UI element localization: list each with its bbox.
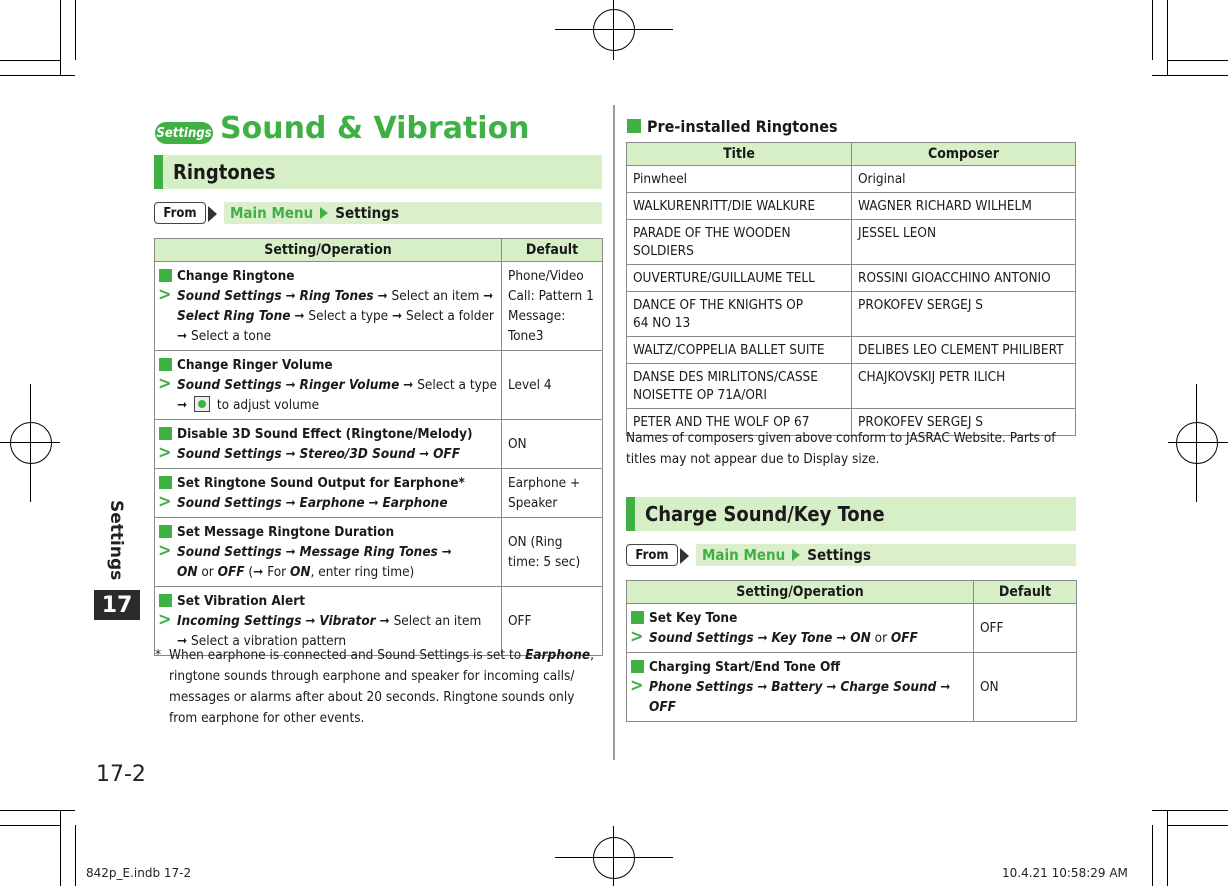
triangle-right-icon xyxy=(320,207,328,219)
operation-cell xyxy=(155,262,502,351)
from-bar xyxy=(626,544,1076,568)
table-row xyxy=(155,469,603,518)
default-cell: ON xyxy=(502,420,603,469)
table-row xyxy=(627,604,1077,653)
crop-mark xyxy=(0,60,60,61)
operation-cell xyxy=(155,420,502,469)
default-cell: ON xyxy=(974,653,1077,722)
table-row xyxy=(155,351,603,420)
crop-mark xyxy=(1152,825,1153,886)
operation-title: Charging Start/End Tone Off xyxy=(649,657,969,677)
composer-note: Names of composers given above conform to JASRAC Website. Parts of titles may not appear due to Display size. xyxy=(626,430,1056,467)
chevron-right-icon: > xyxy=(158,540,172,561)
arrow-right-icon xyxy=(208,206,217,222)
operation-cell xyxy=(627,604,974,653)
registration-mark xyxy=(593,9,635,51)
operation-title: Disable 3D Sound Effect (Ringtone/Melody) xyxy=(177,424,497,444)
from-bar xyxy=(154,202,602,226)
operation-title: Set Key Tone xyxy=(649,608,969,628)
default-cell: Earphone + Speaker xyxy=(502,469,603,518)
from-label: From xyxy=(626,544,678,566)
menu-path xyxy=(696,544,1076,566)
registration-mark xyxy=(10,422,52,464)
menu-path-settings: Settings xyxy=(807,546,871,564)
section-title: Charge Sound/Key Tone xyxy=(645,502,885,526)
chevron-right-icon: > xyxy=(158,491,172,512)
crop-mark xyxy=(1167,0,1168,75)
chevron-right-icon: > xyxy=(158,373,172,394)
default-cell: OFF xyxy=(974,604,1077,653)
table-row xyxy=(627,653,1077,722)
column-header: Title xyxy=(627,143,852,166)
page-number: 17-2 xyxy=(96,762,146,787)
chevron-right-icon: > xyxy=(158,442,172,463)
crop-mark xyxy=(0,825,60,826)
arrow-right-icon xyxy=(680,548,689,564)
crop-mark xyxy=(60,0,61,75)
menu-path xyxy=(224,202,602,224)
default-cell: Phone/Video Call: Pattern 1 Message: Tone3 xyxy=(502,262,603,351)
chevron-right-icon: > xyxy=(158,609,172,630)
section-heading-charge-sound xyxy=(626,497,1076,531)
chapter-side-label: Settings xyxy=(106,500,126,581)
crop-mark xyxy=(1152,75,1228,76)
crop-mark xyxy=(60,810,61,886)
registration-mark xyxy=(593,837,635,879)
operation-cell xyxy=(627,653,974,722)
table-row: WALTZ/COPPELIA BALLET SUITE DELIBES LEO CLEMENT PHILIBERT xyxy=(627,337,1076,364)
chapter-number: 17 xyxy=(94,590,140,620)
operation-path: > Sound Settings ➞ Key Tone ➞ ON or OFF xyxy=(630,626,918,647)
from-label: From xyxy=(154,202,206,224)
column-header: Default xyxy=(974,581,1077,604)
chevron-right-icon: > xyxy=(630,675,644,696)
ringtones-table xyxy=(154,238,603,656)
column-divider xyxy=(613,105,615,760)
column-header: Setting/Operation xyxy=(627,581,974,604)
operation-path: > Sound Settings ➞ Ringer Volume ➞ Select a type ➞ to adjust volume xyxy=(158,373,497,413)
settings-badge: Settings xyxy=(155,122,213,144)
crop-mark xyxy=(75,0,76,60)
operation-title: Set Message Ringtone Duration xyxy=(177,522,497,542)
operation-cell xyxy=(155,469,502,518)
table-row: PETER AND THE WOLF OP 67 PROKOFEV SERGEJ S xyxy=(627,409,1076,436)
crop-mark xyxy=(0,75,75,76)
registration-mark-line xyxy=(613,826,614,886)
operation-title: Change Ringer Volume xyxy=(177,355,497,375)
operation-path: > Phone Settings ➞ Battery ➞ Charge Sound ➞ OFF xyxy=(630,675,951,715)
registration-mark xyxy=(1176,422,1218,464)
section-heading-ringtones xyxy=(154,155,602,189)
table-row xyxy=(155,262,603,351)
slug-timestamp: 10.4.21 10:58:29 AM xyxy=(1002,866,1128,880)
preinstalled-ringtones-table xyxy=(626,142,1076,436)
column-header: Composer xyxy=(852,143,1076,166)
table-row: WALKURENRITT/DIE WALKURE WAGNER RICHARD WILHELM xyxy=(627,193,1076,220)
nav-key-icon xyxy=(194,396,210,412)
table-row xyxy=(155,518,603,587)
default-cell: ON (Ring time: 5 sec) xyxy=(502,518,603,587)
registration-mark-line xyxy=(1196,384,1197,502)
triangle-right-icon xyxy=(792,549,800,561)
footnote-marker: * xyxy=(155,647,162,663)
operation-path: > Sound Settings ➞ Earphone ➞ Earphone xyxy=(158,491,448,512)
menu-path-main: Main Menu xyxy=(230,204,314,222)
operation-path: > Sound Settings ➞ Ring Tones ➞ Select an item ➞ Select Ring Tone ➞ Select a type ➞ Select a folder ➞ Select a tone xyxy=(158,284,494,344)
operation-path: > Sound Settings ➞ Stereo/3D Sound ➞ OFF xyxy=(158,442,461,463)
chevron-right-icon: > xyxy=(158,284,172,305)
table-row: Pinwheel Original xyxy=(627,166,1076,193)
operation-cell xyxy=(155,351,502,420)
menu-path-settings: Settings xyxy=(335,204,399,222)
table-row: DANCE OF THE KNIGHTS OP 64 NO 13 PROKOFEV SERGEJ S xyxy=(627,292,1076,337)
crop-mark xyxy=(75,825,76,886)
default-cell: Level 4 xyxy=(502,351,603,420)
registration-mark-line xyxy=(555,29,673,30)
crop-mark xyxy=(1168,60,1228,61)
table-row: OUVERTURE/GUILLAUME TELL ROSSINI GIOACCHINO ANTONIO xyxy=(627,265,1076,292)
column-header: Setting/Operation xyxy=(155,239,502,262)
crop-mark xyxy=(1152,810,1228,811)
default-cell: OFF xyxy=(502,587,603,656)
column-header: Default xyxy=(502,239,603,262)
operation-title: Set Ringtone Sound Output for Earphone* xyxy=(177,473,497,493)
operation-path: > Sound Settings ➞ Message Ring Tones ➞ ON or OFF (➞ For ON, enter ring time) xyxy=(158,540,452,580)
registration-mark-line xyxy=(555,857,673,858)
crop-mark xyxy=(1168,825,1228,826)
table-row: DANSE DES MIRLITONS/CASSE NOISETTE OP 71A/ORI CHAJKOVSKIJ PETR ILICH xyxy=(627,364,1076,409)
footnote: * When earphone is connected and Sound Settings is set to Earphone, ringtone sounds through earphone and speaker for incoming calls/ messages or alarms after about 20 seconds. Ringtone sounds only from earphone for other events. xyxy=(155,647,594,726)
chevron-right-icon: > xyxy=(630,626,644,647)
table-row: PARADE OF THE WOODEN SOLDIERS JESSEL LEON xyxy=(627,220,1076,265)
operation-cell xyxy=(155,518,502,587)
registration-mark-line xyxy=(1168,442,1228,443)
subheading-preinstalled: Pre-installed Ringtones xyxy=(627,117,838,136)
registration-mark-line xyxy=(613,0,614,60)
operation-path: > Incoming Settings ➞ Vibrator ➞ Select an item ➞ Select a vibration pattern xyxy=(158,609,482,649)
crop-mark xyxy=(1152,0,1153,60)
crop-mark xyxy=(0,810,75,811)
operation-title: Set Vibration Alert xyxy=(177,591,497,611)
menu-path-main: Main Menu xyxy=(702,546,786,564)
table-row xyxy=(155,420,603,469)
charge-sound-table xyxy=(626,580,1077,722)
registration-mark-line xyxy=(30,384,31,502)
operation-title: Change Ringtone xyxy=(177,266,497,286)
slug-filename: 842p_E.indb 17-2 xyxy=(86,866,192,880)
crop-mark xyxy=(1167,810,1168,886)
section-title: Ringtones xyxy=(173,160,276,184)
page-title: Sound & Vibration xyxy=(220,111,530,146)
